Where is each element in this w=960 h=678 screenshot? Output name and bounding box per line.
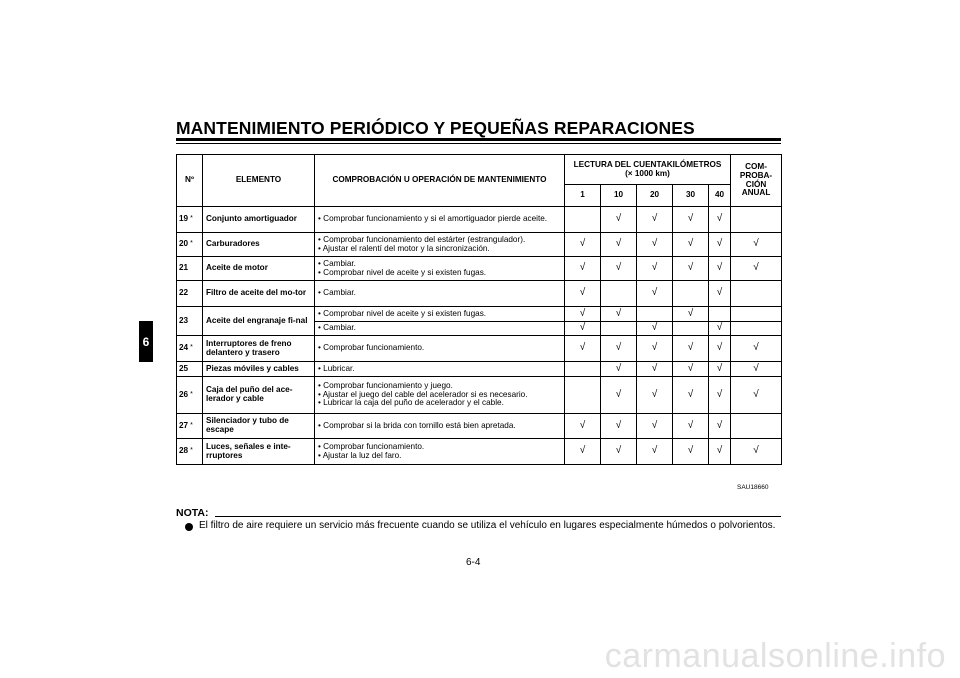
operation-cell [315,377,565,414]
row-number [177,257,203,281]
check-mark: √ [601,439,637,465]
empty-cell [731,207,782,233]
check-mark: √ [731,362,782,377]
dealer-service-mark: * [190,240,193,248]
operation-cell [315,414,565,439]
operation-line: • Comprobar si la brida con tornillo está bien apretada. [318,422,564,431]
table-row [177,336,782,362]
note-text: El filtro de aire requiere un servicio más frecuente cuando se utiliza el vehículo en lugares especialmente húmedos o polvorientos. [199,520,776,531]
row-number-label: 22 [179,288,189,298]
check-mark: √ [637,207,673,233]
empty-cell [731,322,782,336]
check-mark: √ [673,233,709,257]
check-mark: √ [565,322,601,336]
check-mark: √ [673,207,709,233]
header-km: 1 [565,185,601,207]
check-mark: √ [709,257,731,281]
check-mark: √ [565,257,601,281]
check-mark: √ [637,281,673,307]
dealer-service-mark: * [190,390,193,398]
check-mark: √ [601,377,637,414]
header-annual [731,155,782,207]
row-number [177,281,203,307]
row-number-label: 25 [179,363,189,373]
check-mark: √ [565,281,601,307]
check-mark: √ [731,377,782,414]
operation-cell [315,281,565,307]
check-mark: √ [709,207,731,233]
operation-line: • Comprobar funcionamiento. [318,443,564,452]
watermark: carmanualsonline.info [604,637,946,675]
check-mark: √ [637,336,673,362]
check-mark: √ [565,336,601,362]
check-mark: √ [673,307,709,322]
check-mark: √ [709,362,731,377]
check-mark: √ [709,439,731,465]
row-number-label: 20 [179,239,189,249]
row-number [177,414,203,439]
header-km: 30 [673,185,709,207]
header-num: Nº [177,155,203,207]
check-mark: √ [601,233,637,257]
header-annual-line3: CIÓN [745,179,767,189]
check-mark: √ [709,414,731,439]
check-mark: √ [637,233,673,257]
check-mark: √ [637,257,673,281]
check-mark: √ [601,307,637,322]
check-mark: √ [673,336,709,362]
operation-line: • Comprobar funcionamiento y juego. [318,382,564,391]
table-row [177,414,782,439]
empty-cell [709,307,731,322]
header-km: 20 [637,185,673,207]
check-mark: √ [637,322,673,336]
row-number-label: 24 [179,343,189,353]
title-rule [176,138,781,141]
operation-cell [315,233,565,257]
check-mark: √ [731,336,782,362]
table-row [177,281,782,307]
table-row [177,307,782,322]
header-operation: COMPROBACIÓN U OPERACIÓN DE MANTENIMIENTO [315,155,565,207]
table-row [177,362,782,377]
check-mark: √ [731,233,782,257]
operation-cell [315,207,565,233]
check-mark: √ [601,257,637,281]
operation-line: • Comprobar nivel de aceite y si existen fugas. [318,310,564,319]
operation-line: • Ajustar el ralentí del motor y la sincronización. [318,245,564,254]
operation-line: • Cambiar. [318,324,564,333]
empty-cell [673,281,709,307]
item-name: Aceite de motor [203,257,315,281]
header-odometer-label: LECTURA DEL CUENTAKILÓMETROS [573,159,722,169]
empty-cell [565,362,601,377]
check-mark: √ [709,336,731,362]
operation-cell [315,336,565,362]
row-number-label: 23 [179,315,189,325]
operation-line: • Comprobar funcionamiento. [318,344,564,353]
check-mark: √ [673,439,709,465]
page-title: MANTENIMIENTO PERIÓDICO Y PEQUEÑAS REPARACIONES [176,118,695,138]
item-name: Silenciador y tubo de escape [203,414,315,439]
header-odometer-unit: (× 1000 km) [625,168,670,178]
operation-line: • Comprobar nivel de aceite y si existen fugas. [318,269,564,278]
header-item: ELEMENTO [203,155,315,207]
check-mark: √ [601,207,637,233]
header-annual-line1: COM- [745,161,767,171]
check-mark: √ [709,281,731,307]
item-name: Luces, señales e inte-rruptores [203,439,315,465]
empty-cell [731,307,782,322]
check-mark: √ [637,439,673,465]
empty-cell [731,414,782,439]
row-number [177,336,203,362]
check-mark: √ [637,414,673,439]
operation-line: • Ajustar la luz del faro. [318,452,564,461]
row-number-label: 26 [179,389,189,399]
table-row [177,377,782,414]
operation-line: • Cambiar. [318,260,564,269]
item-name: Interruptores de freno delantero y trasero [203,336,315,362]
check-mark: √ [673,362,709,377]
row-number [177,439,203,465]
title-rule-thin [176,143,781,144]
bullet-icon [185,523,193,531]
check-mark: √ [565,233,601,257]
check-mark: √ [637,362,673,377]
operation-line: • Ajustar el juego del cable del acelerador si es necesario. [318,391,564,400]
empty-cell [637,307,673,322]
dealer-service-mark: * [190,344,193,352]
item-name: Conjunto amortiguador [203,207,315,233]
check-mark: √ [637,377,673,414]
operation-cell [315,322,565,336]
table-row [177,257,782,281]
check-mark: √ [673,257,709,281]
operation-cell [315,439,565,465]
check-mark: √ [731,257,782,281]
check-mark: √ [673,377,709,414]
item-name: Caja del puño del ace-lerador y cable [203,377,315,414]
maintenance-table [176,154,782,465]
dealer-service-mark: * [190,215,193,223]
empty-cell [565,207,601,233]
item-name: Carburadores [203,233,315,257]
row-number-label: 19 [179,214,189,224]
dealer-service-mark: * [190,447,193,455]
empty-cell [673,322,709,336]
page-number: 6-4 [466,557,481,568]
operation-line: • Cambiar. [318,289,564,298]
operation-cell [315,307,565,322]
check-mark: √ [673,414,709,439]
table-row [177,233,782,257]
operation-line: • Lubricar la caja del puño de acelerador y el cable. [318,399,564,408]
item-name: Aceite del engranaje fi-nal [203,307,315,336]
header-km: 10 [601,185,637,207]
row-number [177,307,203,336]
row-number [177,207,203,233]
check-mark: √ [565,307,601,322]
check-mark: √ [601,362,637,377]
chapter-tab: 6 [139,321,153,362]
check-mark: √ [601,414,637,439]
header-annual-line4: ANUAL [741,188,771,198]
check-mark: √ [709,233,731,257]
header-annual-line2: PROBA- [739,170,773,180]
row-number [177,233,203,257]
check-mark: √ [565,439,601,465]
row-number [177,377,203,414]
item-name: Piezas móviles y cables [203,362,315,377]
check-mark: √ [601,336,637,362]
note-rule [215,516,781,517]
row-number-label: 27 [179,420,189,430]
check-mark: √ [731,439,782,465]
check-mark: √ [709,322,731,336]
empty-cell [565,377,601,414]
row-number-label: 21 [179,263,189,273]
table-row [177,439,782,465]
header-odometer [565,155,731,185]
header-km: 40 [709,185,731,207]
empty-cell [601,281,637,307]
check-mark: √ [709,377,731,414]
operation-line: • Comprobar funcionamiento y si el amortiguador pierde aceite. [318,215,564,224]
table-row [177,207,782,233]
note-label: NOTA: [176,507,209,519]
dealer-service-mark: * [190,421,193,429]
check-mark: √ [565,414,601,439]
row-number [177,362,203,377]
operation-cell [315,362,565,377]
reference-code: SAU18660 [737,484,769,491]
operation-line: • Lubricar. [318,365,564,374]
item-name: Filtro de aceite del mo-tor [203,281,315,307]
empty-cell [601,322,637,336]
operation-cell [315,257,565,281]
empty-cell [731,281,782,307]
row-number-label: 28 [179,446,189,456]
operation-line: • Comprobar funcionamiento del estárter (estrangulador). [318,236,564,245]
